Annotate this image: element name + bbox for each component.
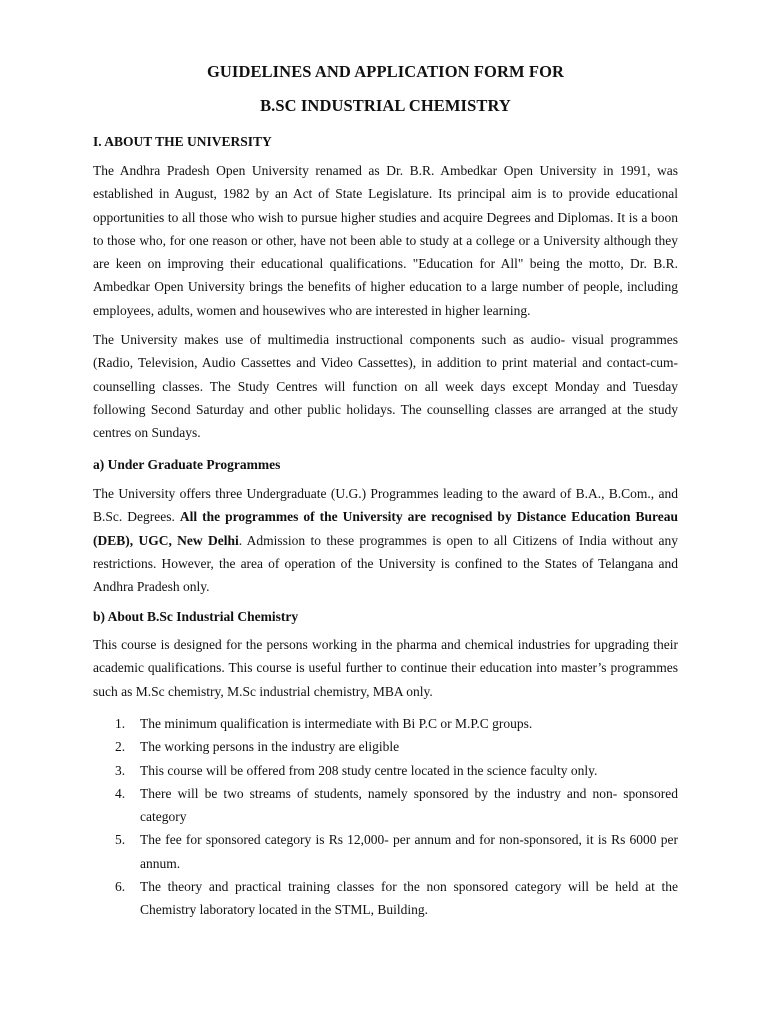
document-title-line-1: GUIDELINES AND APPLICATION FORM FOR <box>206 62 565 81</box>
list-item <box>93 782 678 829</box>
paragraph-ug-programmes <box>93 482 678 598</box>
ug-text-end: . Admission to these programmes is open to all Citizens of India without any restrictions. However, the area of operation of the University is confined to the States of Telangana and Andhra Pradesh only. <box>93 532 678 595</box>
ug-text-start: The University offers three Undergraduate (U.G.) Programmes leading to the award of B.A., B.Com., and B.Sc. Degrees. <box>93 486 678 525</box>
section-heading-about-university: I. ABOUT THE UNIVERSITY <box>93 134 272 149</box>
list-item <box>93 712 678 735</box>
list-item <box>93 828 678 875</box>
list-item-text: There will be two streams of students, namely sponsored by the industry and non- sponsored category <box>140 785 678 825</box>
paragraph-about-university: The Andhra Pradesh Open University renamed as Dr. B.R. Ambedkar Open University in 1991, was established in August, 1982 by an Act of State Legislature. Its principal aim is to provide educational opportunities to all those who wish to pursue higher studies and acquire Degrees and Diplomas. It is a boon to those who, for one reason or other, have not been able to study at a college or a University although they are keen on improving their educational qualifications. "Education for All" being the motto, Dr. B.R. Ambedkar Open University brings the benefits of higher education to a large number of people, including employees, adults, women and housewives who are interested in higher learning. <box>93 163 678 318</box>
list-item-text: The fee for sponsored category is Rs 12,000- per annum and for non-sponsored, it is Rs 6000 per annum. <box>140 832 678 871</box>
document-title-line-2: B.SC INDUSTRIAL CHEMISTRY <box>260 96 511 115</box>
list-item <box>93 759 678 782</box>
paragraph-industrial-chemistry: This course is designed for the persons working in the pharma and chemical industries for upgrading their academic qualifications. This course is useful further to continue their education into master’s programmes such as M.Sc chemistry, M.Sc industrial chemistry, MBA only. <box>93 637 678 699</box>
list-item <box>93 735 678 758</box>
list-item-text: The working persons in the industry are eligible <box>140 739 400 755</box>
ug-recognition-bold: All the programmes of the University are recognised by Distance Education Bureau (DEB), UGC, New Delhi <box>93 509 678 548</box>
list-item-number: 4. <box>115 785 126 801</box>
list-item <box>93 875 678 922</box>
list-item-text: This course will be offered from 208 study centre located in the science faculty only. <box>140 762 598 778</box>
list-item-number: 3. <box>115 762 126 778</box>
list-item-text: The minimum qualification is intermediate with Bi P.C or M.P.C groups. <box>140 716 533 731</box>
paragraph-multimedia: The University makes use of multimedia instructional components such as audio- visual programmes (Radio, Television, Audio Cassettes and Video Cassettes), in addition to print material and contact-cum-counselling classes. The Study Centres will function on all week days except Monday and Tuesday following Second Saturday and other public holidays. The counselling classes are arranged at the study centres on Sundays. <box>93 332 678 441</box>
list-item-number: 6. <box>115 879 126 895</box>
list-item-number: 5. <box>115 832 126 848</box>
subsection-heading-industrial-chemistry: b) About B.Sc Industrial Chemistry <box>93 609 299 624</box>
subsection-heading-ug-programmes: a) Under Graduate Programmes <box>93 457 281 472</box>
eligibility-list <box>93 712 678 922</box>
list-item-text: The theory and practical training classes for the non sponsored category will be held at the Chemistry laboratory located in the STML, Building. <box>140 879 678 918</box>
list-item-number: 1. <box>115 716 126 731</box>
list-item-number: 2. <box>115 739 126 755</box>
